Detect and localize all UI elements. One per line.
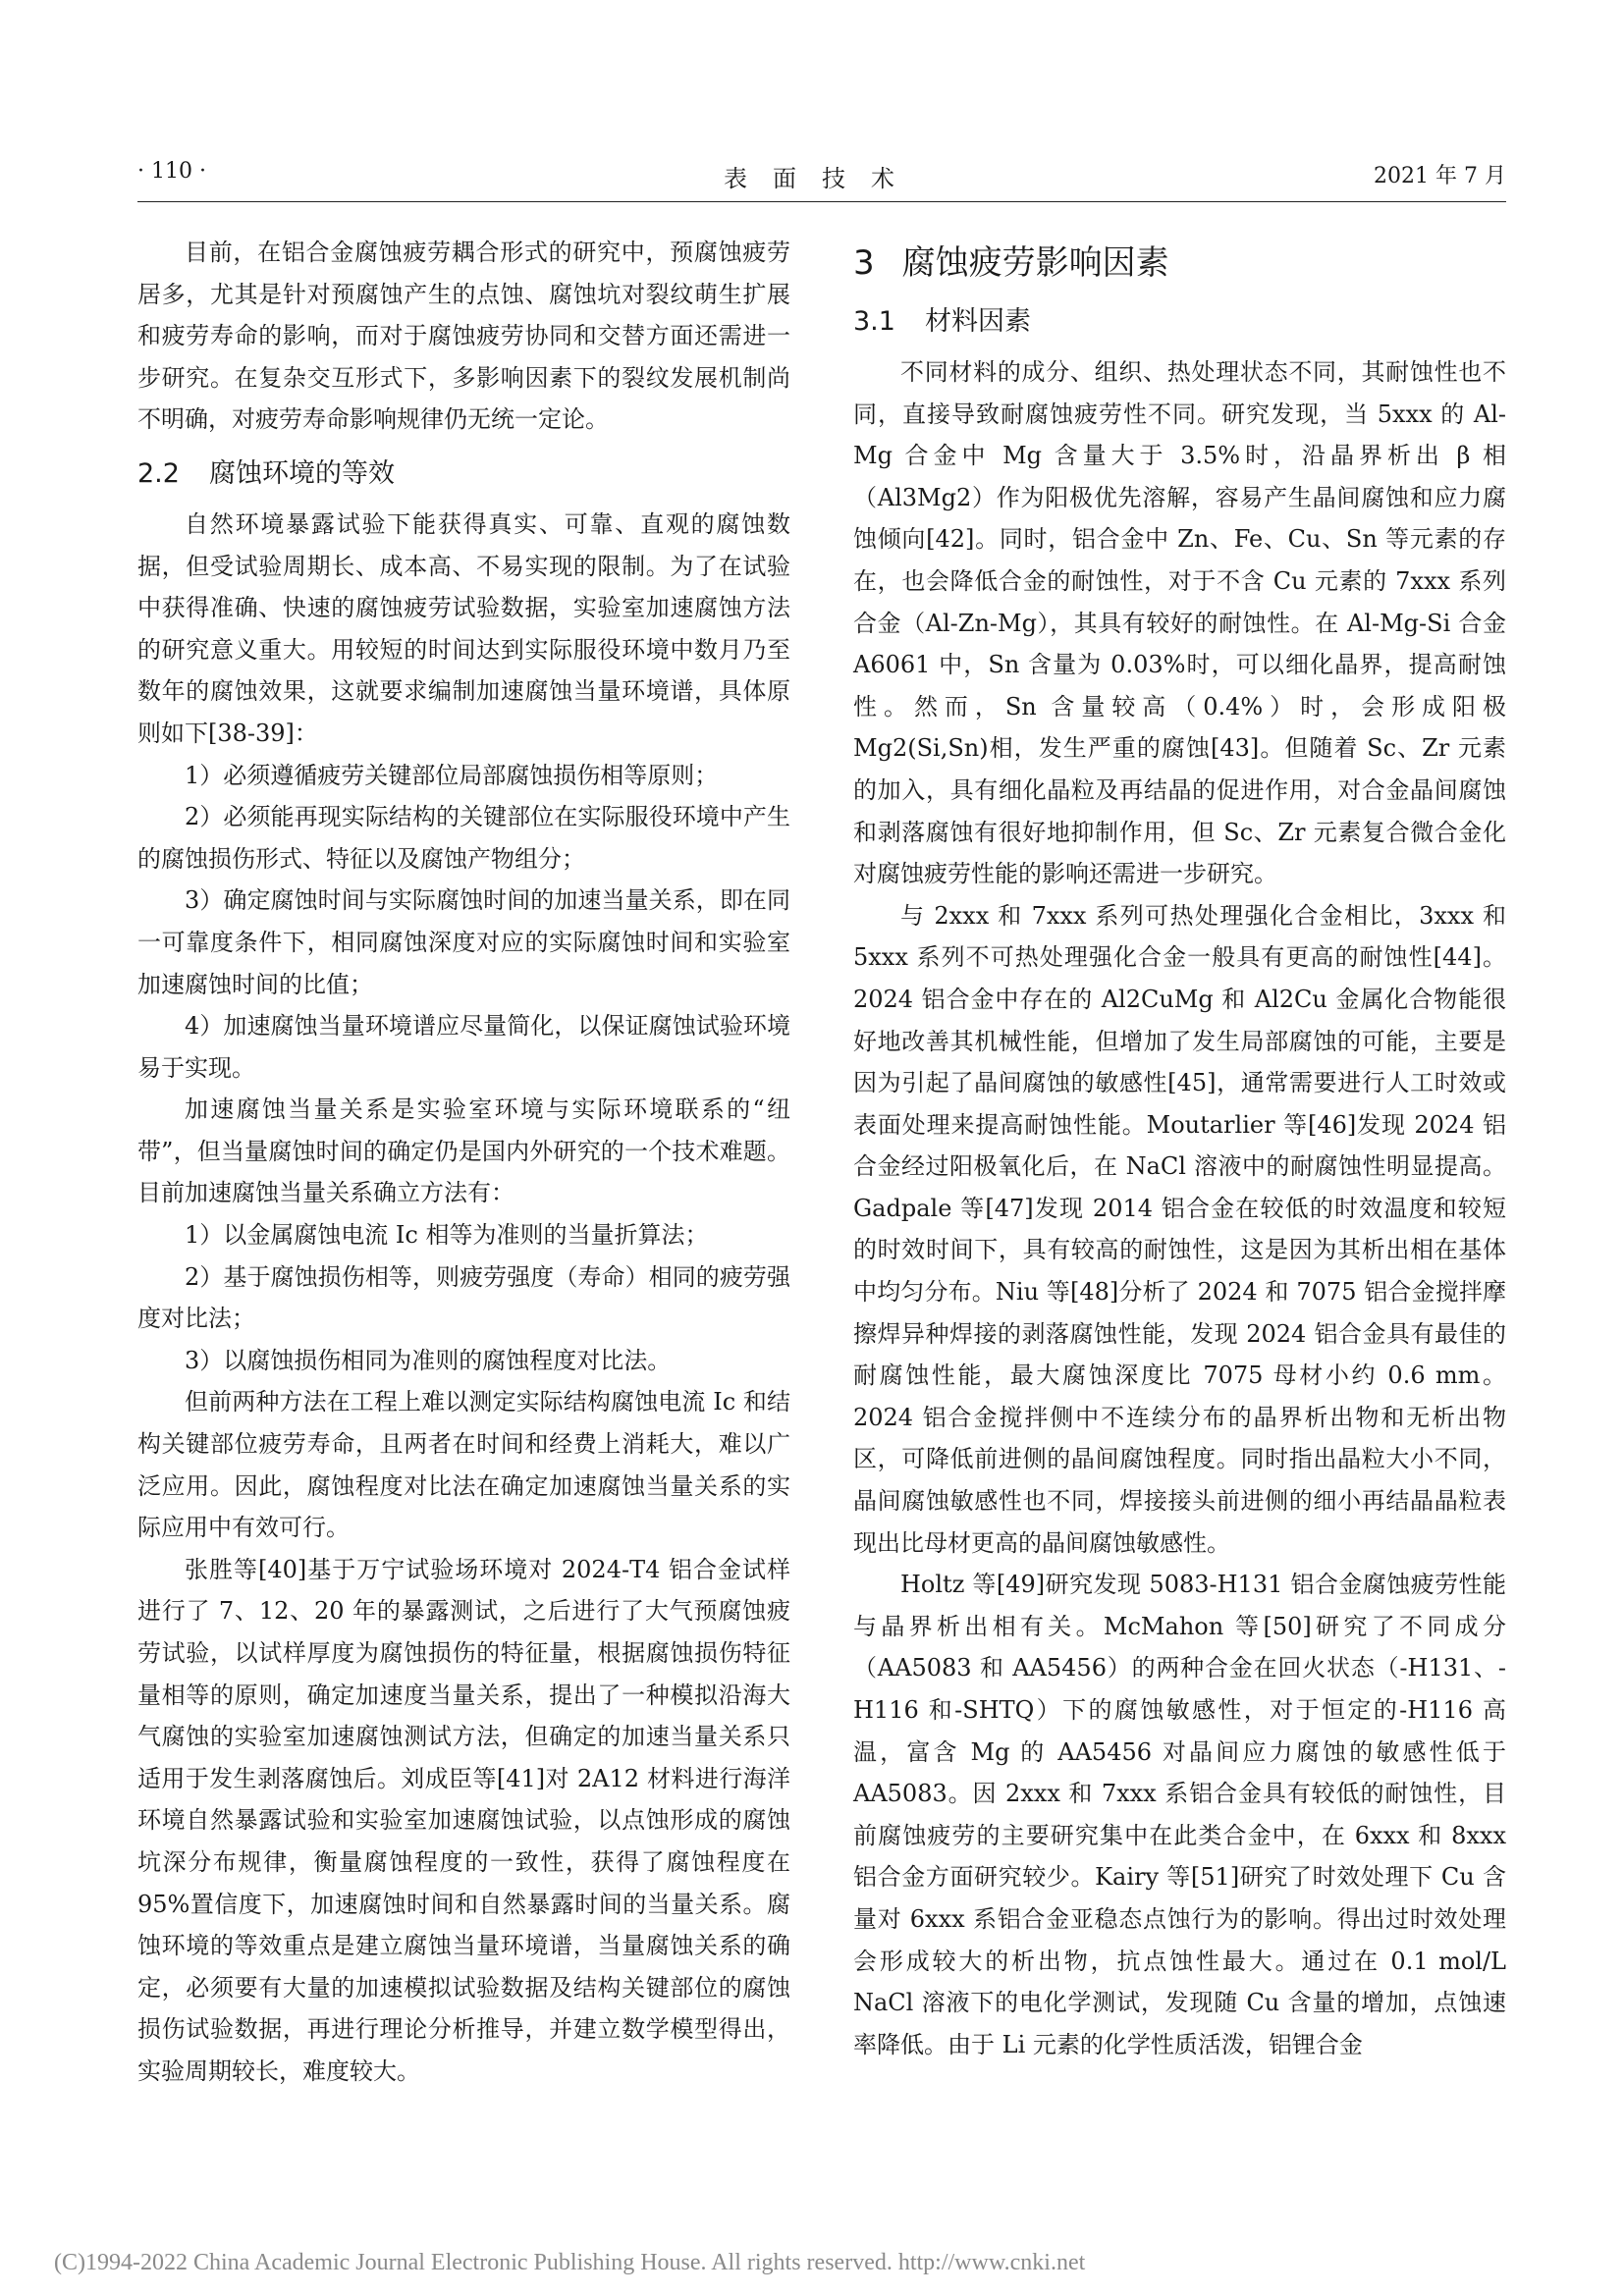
list-item: 3）确定腐蚀时间与实际腐蚀时间的加速当量关系，即在同一可靠度条件下，相同腐蚀深度对应的实际腐蚀时间和实验室加速腐蚀时间的比值； [137,886,790,998]
paragraph: 加速腐蚀当量关系是实验室环境与实际环境联系的“纽带”，但当量腐蚀时间的确定仍是国内外研究的一个技术难题。目前加速腐蚀当量关系确立方法有： [137,1095,790,1207]
page-number: · 110 · [137,159,206,184]
section-heading-3-1 [853,302,1506,342]
section-number: 3.1 [853,306,895,337]
paragraph: 自然环境暴露试验下能获得真实、可靠、直观的腐蚀数据，但受试验周期长、成本高、不易实现的限制。为了在试验中获得准确、快速的腐蚀疲劳试验数据，实验室加速腐蚀方法的研究意义重大。用较短的时间达到实际服役环境中数月乃至数年的腐蚀效果，这就要求编制加速腐蚀当量环境谱，具体原则如下[38-39]： [137,509,790,747]
section-title: 腐蚀疲劳影响因素 [901,243,1169,283]
list-item: 2）基于腐蚀损伤相等，则疲劳强度（寿命）相同的疲劳强度对比法； [137,1262,790,1333]
section-title: 材料因素 [924,306,1031,337]
paragraph: 张胜等[40]基于万宁试验场环境对 2024-T4 铝合金试样进行了 7、12、20 年的暴露测试，之后进行了大气预腐蚀疲劳试验，以试样厚度为腐蚀损伤的特征量，根据腐蚀损伤特征量相等的原则，确定加速度当量关系，提出了一种模拟沿海大气腐蚀的实验室加速腐蚀测试方法，但确定的加速当量关系只适用于发生剥落腐蚀后。刘成臣等[41]对 2A12 材料进行海洋环境自然暴露试验和实验室加速腐蚀试验，以点蚀形成的腐蚀坑深分布规律，衡量腐蚀程度的一致性，获得了腐蚀程度在 95%置信度下，加速腐蚀时间和自然暴露时间的当量关系。腐蚀环境的等效重点是建立腐蚀当量环境谱，当量腐蚀关系的确定，必须要有大量的加速模拟试验数据及结构关键部位的腐蚀损伤试验数据，再进行理论分析推导，并建立数学模型得出，实验周期较长，难度较大。 [137,1555,790,2085]
list-item: 3）以腐蚀损伤相同为准则的腐蚀程度对比法。 [185,1346,672,1374]
right-column [853,232,1506,2065]
list-item: 4）加速腐蚀当量环境谱应尽量简化，以保证腐蚀试验环境易于实现。 [137,1012,790,1082]
paragraph: 与 2xxx 和 7xxx 系列可热处理强化合金相比，3xxx 和 5xxx 系列不可热处理强化合金一般具有更高的耐蚀性[44]。2024 铝合金中存在的 Al2CuMg 和 Al2Cu 金属化合物能很好地改善其机械性能，但增加了发生局部腐蚀的可能，主要是因为引起了晶间腐蚀的敏感性[45]，通常需要进行人工时效或表面处理来提高耐蚀性能。Moutarlier 等[46]发现 2024 铝合金经过阳极氧化后，在 NaCl 溶液中的耐腐蚀性明显提高。Gadpale 等[47]发现 2014 铝合金在较低的时效温度和较短的时效时间下，具有较高的耐蚀性，这是因为其析出相在基体中均匀分布。Niu 等[48]分析了 2024 和 7075 铝合金搅拌摩擦焊异种焊接的剥落腐蚀性能，发现 2024 铝合金具有最佳的耐腐蚀性能，最大腐蚀深度比 7075 母材小约 0.6 mm。2024 铝合金搅拌侧中不连续分布的晶界析出物和无析出物区，可降低前进侧的晶间腐蚀程度。同时指出晶粒大小不同，晶间腐蚀敏感性也不同，焊接接头前进侧的细小再结晶晶粒表现出比母材更高的晶间腐蚀敏感性。 [853,901,1506,1557]
paragraph: 目前，在铝合金腐蚀疲劳耦合形式的研究中，预腐蚀疲劳居多，尤其是针对预腐蚀产生的点蚀、腐蚀坑对裂纹萌生扩展和疲劳寿命的影响，而对于腐蚀疲劳协同和交替方面还需进一步研究。在复杂交互形式下，多影响因素下的裂纹发展机制尚不明确，对疲劳寿命影响规律仍无统一定论。 [137,239,790,434]
copyright-footer: (C)1994-2022 China Academic Journal Electronic Publishing House. All rights reserved. http://www.cnki.net [54,2250,1086,2275]
list-item: 1）必须遵循疲劳关键部位局部腐蚀损伤相等原则； [185,761,719,789]
list-item: 1）以金属腐蚀电流 Ic 相等为准则的当量折算法； [185,1221,709,1250]
section-heading-3 [853,241,1506,285]
header-rule [137,201,1506,202]
section-title: 腐蚀环境的等效 [208,457,395,489]
list-item: 2）必须能再现实际结构的关键部位在实际服役环境中产生的腐蚀损伤形式、特征以及腐蚀产物组分； [137,803,790,873]
section-number: 2.2 [137,457,180,489]
paragraph: 不同材料的成分、组织、热处理状态不同，其耐蚀性也不同，直接导致耐腐蚀疲劳性不同。研究发现，当 5xxx 的 Al-Mg 合金中 Mg 含量大于 3.5%时，沿晶界析出 β 相（Al3Mg2）作为阳极优先溶解，容易产生晶间腐蚀和应力腐蚀倾向[42]。同时，铝合金中 Zn、Fe、Cu、Sn 等元素的存在，也会降低合金的耐蚀性，对于不含 Cu 元素的 7xxx 系列合金（Al-Zn-Mg），其具有较好的耐蚀性。在 Al-Mg-Si 合金 A6061 中，Sn 含量为 0.03%时，可以细化晶界，提高耐蚀性。然而，Sn 含量较高（0.4%）时，会形成阳极 Mg2(Si,Sn)相，发生严重的腐蚀[43]。但随着 Sc、Zr 元素的加入，具有细化晶粒及再结晶的促进作用，对合金晶间腐蚀和剥落腐蚀有很好地抑制作用，但 Sc、Zr 元素复合微合金化对腐蚀疲劳性能的影响还需进一步研究。 [853,358,1506,888]
paragraph: 但前两种方法在工程上难以测定实际结构腐蚀电流 Ic 和结构关键部位疲劳寿命，且两者在时间和经费上消耗大，难以广泛应用。因此，腐蚀程度对比法在确定加速腐蚀当量关系的实际应用中有效可行。 [137,1388,790,1542]
left-column [137,232,790,2093]
journal-title: 表面技术 [724,165,920,192]
section-heading-2-2 [137,454,790,494]
issue-date: 2021 年 7 月 [1374,164,1506,188]
paragraph: Holtz 等[49]研究发现 5083-H131 铝合金腐蚀疲劳性能与晶界析出相有关。McMahon 等[50]研究了不同成分（AA5083 和 AA5456）的两种合金在回火状态（-H131、-H116 和-SHTQ）下的腐蚀敏感性，对于恒定的-H116 高温，富含 Mg 的 AA5456 对晶间应力腐蚀的敏感性低于 AA5083。因 2xxx 和 7xxx 系铝合金具有较低的耐蚀性，目前腐蚀疲劳的主要研究集中在此类合金中，在 6xxx 和 8xxx 铝合金方面研究较少。Kairy 等[51]研究了时效处理下 Cu 含量对 6xxx 系铝合金亚稳态点蚀行为的影响。得出过时效处理会形成较大的析出物，抗点蚀性最大。通过在 0.1 mol/L NaCl 溶液下的电化学测试，发现随 Cu 含量的增加，点蚀速率降低。由于 Li 元素的化学性质活泼，铝锂合金 [853,1571,1506,2058]
page-header [137,159,1506,198]
section-number: 3 [853,243,875,283]
